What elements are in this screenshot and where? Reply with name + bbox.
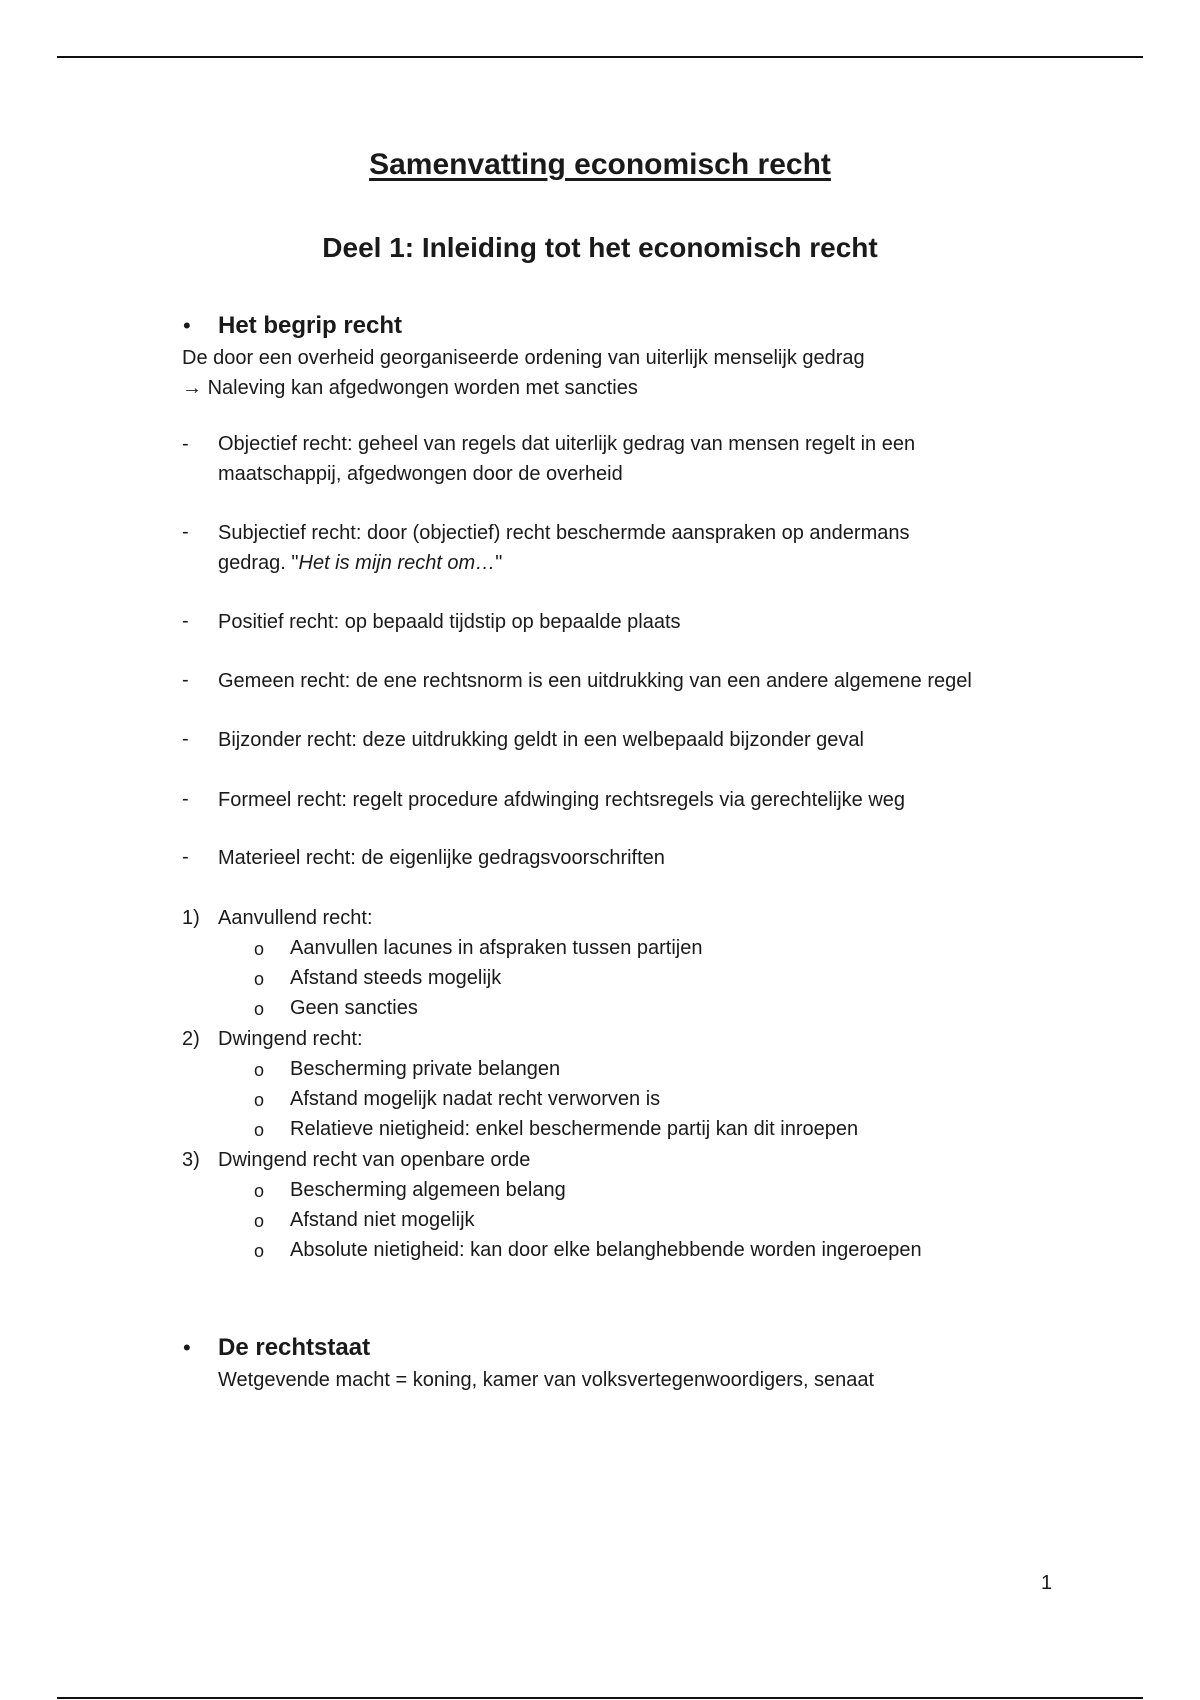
term-objectief-line1: Objectief recht: geheel van regels dat uiterlijk gedrag van mensen regelt in een (218, 433, 916, 455)
sub-item: Absolute nietigheid: kan door elke belanghebbende worden ingeroepen (290, 1239, 922, 1261)
circle-bullet-icon: o (254, 969, 265, 989)
circle-bullet-icon: o (254, 999, 265, 1019)
circle-bullet-icon: o (254, 1090, 265, 1110)
circle-bullet-icon: o (254, 1241, 265, 1261)
dash-marker: - (182, 728, 189, 750)
numbered-label-aanvullend: Aanvullend recht: (218, 907, 373, 929)
term-positief: Positief recht: op bepaald tijdstip op bepaalde plaats (218, 611, 681, 633)
term-gemeen: Gemeen recht: de ene rechtsnorm is een uitdrukking van een andere algemene regel (218, 670, 972, 692)
section2-text: Wetgevende macht = koning, kamer van volksvertegenwoordigers, senaat (218, 1369, 875, 1391)
dash-marker: - (182, 433, 189, 455)
document-subtitle: Deel 1: Inleiding tot het economisch recht (322, 232, 878, 263)
numbered-label-dwingend: Dwingend recht: (218, 1028, 363, 1050)
sub-item: Bescherming private belangen (290, 1058, 561, 1080)
circle-bullet-icon: o (254, 1181, 265, 1201)
document-title: Samenvatting economisch recht (369, 148, 831, 181)
sub-item: Relatieve nietigheid: enkel beschermende partij kan dit inroepen (290, 1118, 859, 1140)
top-rule (57, 56, 1143, 58)
sub-item: Afstand mogelijk nadat recht verworven is (290, 1088, 661, 1110)
sub-item: Aanvullen lacunes in afspraken tussen partijen (290, 937, 703, 959)
section2-bullet: • (183, 1335, 191, 1360)
term-bijzonder: Bijzonder recht: deze uitdrukking geldt in een welbepaald bijzonder geval (218, 729, 864, 751)
numbered-label-openbare-orde: Dwingend recht van openbare orde (218, 1149, 531, 1171)
numbered-marker: 1) (182, 907, 200, 929)
section1-consequence: Naleving kan afgedwongen worden met sancties (207, 377, 638, 399)
dash-marker: - (182, 788, 189, 810)
bottom-rule (57, 1697, 1143, 1699)
sub-item: Geen sancties (290, 997, 418, 1019)
section1-heading: Het begrip recht (218, 312, 403, 339)
term-materieel: Materieel recht: de eigenlijke gedragsvoorschriften (218, 847, 665, 869)
term-subjectief-line2 (218, 548, 502, 578)
circle-bullet-icon: o (254, 939, 265, 959)
circle-bullet-icon: o (254, 1211, 265, 1231)
sub-item: Afstand niet mogelijk (290, 1209, 475, 1231)
numbered-marker: 2) (182, 1028, 200, 1050)
arrow-icon: → (182, 377, 202, 399)
term-formeel: Formeel recht: regelt procedure afdwinging rechtsregels via gerechtelijke weg (218, 789, 906, 811)
term-subjectief-quote: Het is mijn recht om… (298, 552, 496, 574)
circle-bullet-icon: o (254, 1060, 265, 1080)
section1-bullet: • (183, 313, 191, 338)
dash-marker: - (182, 846, 189, 868)
term-subjectief-prefix: gedrag. " (218, 552, 299, 574)
sub-item: Bescherming algemeen belang (290, 1179, 566, 1201)
term-subjectief-line1: Subjectief recht: door (objectief) recht beschermde aanspraken op andermans (218, 522, 910, 544)
dash-marker: - (182, 521, 189, 543)
circle-bullet-icon: o (254, 1120, 265, 1140)
sub-item: Afstand steeds mogelijk (290, 967, 502, 989)
section1-definition: De door een overheid georganiseerde ordening van uiterlijk menselijk gedrag (182, 347, 865, 369)
section2-heading: De rechtstaat (218, 1334, 371, 1361)
page-number: 1 (1041, 1572, 1053, 1594)
numbered-marker: 3) (182, 1149, 200, 1171)
section1-consequence-line (182, 373, 638, 403)
term-objectief-line2: maatschappij, afgedwongen door de overheid (218, 463, 623, 485)
dash-marker: - (182, 610, 189, 632)
term-subjectief-suffix: " (495, 552, 503, 574)
dash-marker: - (182, 669, 189, 691)
